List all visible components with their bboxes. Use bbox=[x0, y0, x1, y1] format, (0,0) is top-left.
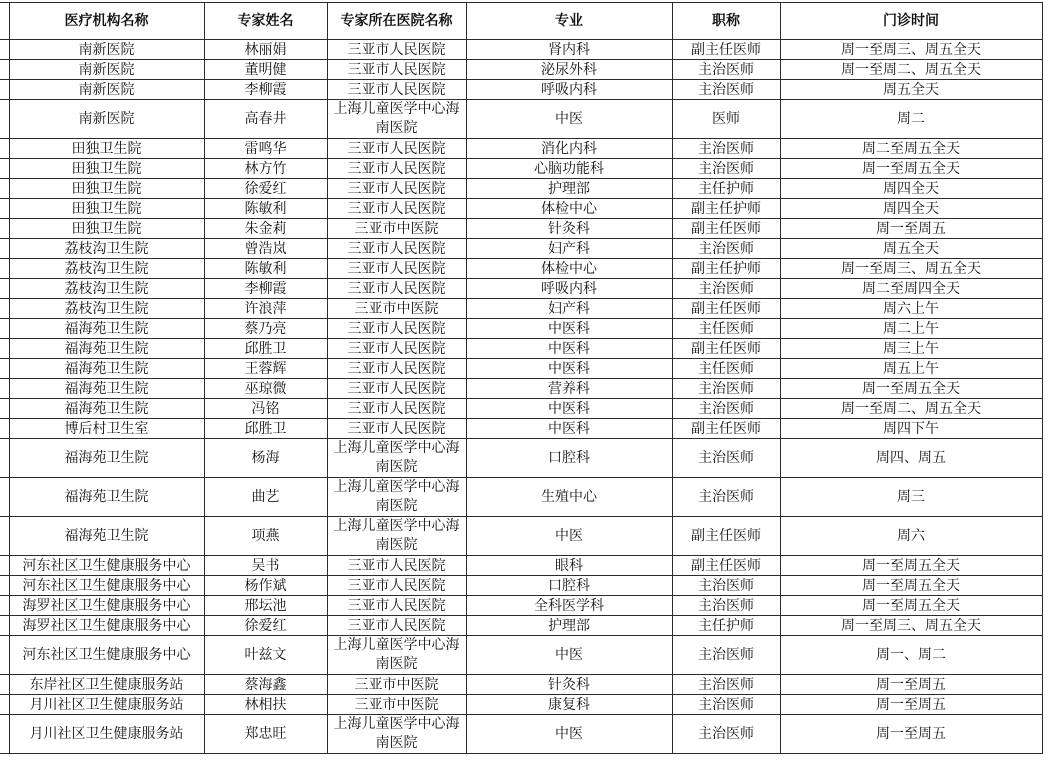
title-cell: 主治医师 bbox=[672, 715, 780, 754]
institution-cell: 田独卫生院 bbox=[9, 159, 204, 179]
header-expert-name: 专家姓名 bbox=[204, 3, 327, 40]
hospital-cell: 三亚市人民医院 bbox=[327, 179, 466, 199]
specialty-cell: 护理部 bbox=[466, 179, 672, 199]
hospital-cell: 三亚市人民医院 bbox=[327, 60, 466, 80]
table-row bbox=[0, 299, 1042, 319]
expert-name-cell: 蔡海鑫 bbox=[204, 675, 327, 695]
title-cell: 副主任医师 bbox=[672, 299, 780, 319]
institution-cell: 海罗社区卫生健康服务中心 bbox=[9, 616, 204, 636]
clinic-time-cell: 周二 bbox=[780, 100, 1042, 139]
title-cell: 副主任医师 bbox=[672, 339, 780, 359]
specialty-cell: 生殖中心 bbox=[466, 478, 672, 517]
title-cell: 主治医师 bbox=[672, 239, 780, 259]
clinic-time-cell: 周五上午 bbox=[780, 359, 1042, 379]
table-row bbox=[0, 439, 1042, 478]
clinic-time-cell: 周四、周五 bbox=[780, 439, 1042, 478]
title-cell: 主治医师 bbox=[672, 478, 780, 517]
row-marker bbox=[0, 675, 9, 695]
hospital-cell: 三亚市人民医院 bbox=[327, 616, 466, 636]
table-row bbox=[0, 517, 1042, 556]
hospital-cell: 三亚市中医院 bbox=[327, 675, 466, 695]
row-marker bbox=[0, 596, 9, 616]
expert-name-cell: 杨海 bbox=[204, 439, 327, 478]
expert-name-cell: 吴书 bbox=[204, 556, 327, 576]
institution-cell: 福海苑卫生院 bbox=[9, 339, 204, 359]
expert-name-cell: 林方竹 bbox=[204, 159, 327, 179]
title-cell: 主治医师 bbox=[672, 159, 780, 179]
clinic-time-cell: 周一至周三、周五全天 bbox=[780, 259, 1042, 279]
hospital-cell: 三亚市人民医院 bbox=[327, 339, 466, 359]
table-row bbox=[0, 675, 1042, 695]
specialty-cell: 中医科 bbox=[466, 339, 672, 359]
title-cell: 主任医师 bbox=[672, 359, 780, 379]
title-cell: 主治医师 bbox=[672, 636, 780, 675]
expert-name-cell: 徐爱红 bbox=[204, 179, 327, 199]
table-row bbox=[0, 159, 1042, 179]
row-marker bbox=[0, 439, 9, 478]
specialty-cell: 体检中心 bbox=[466, 259, 672, 279]
specialty-cell: 中医 bbox=[466, 100, 672, 139]
expert-name-cell: 杨作斌 bbox=[204, 576, 327, 596]
row-marker bbox=[0, 80, 9, 100]
clinic-time-cell: 周二至周五全天 bbox=[780, 139, 1042, 159]
institution-cell: 田独卫生院 bbox=[9, 199, 204, 219]
clinic-time-cell: 周四全天 bbox=[780, 199, 1042, 219]
title-cell: 副主任医师 bbox=[672, 40, 780, 60]
row-marker bbox=[0, 616, 9, 636]
row-marker bbox=[0, 715, 9, 754]
institution-cell: 田独卫生院 bbox=[9, 219, 204, 239]
row-marker bbox=[0, 695, 9, 715]
header-specialty: 专业 bbox=[466, 3, 672, 40]
specialty-cell: 针灸科 bbox=[466, 675, 672, 695]
title-cell: 主治医师 bbox=[672, 279, 780, 299]
institution-cell: 福海苑卫生院 bbox=[9, 439, 204, 478]
expert-name-cell: 林丽娟 bbox=[204, 40, 327, 60]
institution-cell: 荔枝沟卫生院 bbox=[9, 239, 204, 259]
row-marker bbox=[0, 419, 9, 439]
row-marker bbox=[0, 399, 9, 419]
table-row bbox=[0, 715, 1042, 754]
hospital-cell: 上海儿童医学中心海南医院 bbox=[327, 517, 466, 556]
hospital-cell: 三亚市人民医院 bbox=[327, 399, 466, 419]
clinic-time-cell: 周二上午 bbox=[780, 319, 1042, 339]
header-institution: 医疗机构名称 bbox=[9, 3, 204, 40]
expert-name-cell: 邢坛池 bbox=[204, 596, 327, 616]
title-cell: 主治医师 bbox=[672, 439, 780, 478]
expert-name-cell: 冯铭 bbox=[204, 399, 327, 419]
table-row bbox=[0, 259, 1042, 279]
title-cell: 副主任医师 bbox=[672, 419, 780, 439]
hospital-cell: 三亚市人民医院 bbox=[327, 319, 466, 339]
specialty-cell: 针灸科 bbox=[466, 219, 672, 239]
row-marker bbox=[0, 279, 9, 299]
table-row bbox=[0, 100, 1042, 139]
title-cell: 主治医师 bbox=[672, 695, 780, 715]
header-title: 职称 bbox=[672, 3, 780, 40]
clinic-time-cell: 周一、周二 bbox=[780, 636, 1042, 675]
specialty-cell: 口腔科 bbox=[466, 439, 672, 478]
header-hospital: 专家所在医院名称 bbox=[327, 3, 466, 40]
expert-name-cell: 曲艺 bbox=[204, 478, 327, 517]
specialty-cell: 心脑功能科 bbox=[466, 159, 672, 179]
expert-name-cell: 许浪萍 bbox=[204, 299, 327, 319]
title-cell: 主治医师 bbox=[672, 379, 780, 399]
institution-cell: 月川社区卫生健康服务站 bbox=[9, 695, 204, 715]
hospital-cell: 三亚市人民医院 bbox=[327, 359, 466, 379]
row-marker bbox=[0, 478, 9, 517]
title-cell: 主治医师 bbox=[672, 399, 780, 419]
institution-cell: 福海苑卫生院 bbox=[9, 478, 204, 517]
clinic-time-cell: 周四下午 bbox=[780, 419, 1042, 439]
institution-cell: 田独卫生院 bbox=[9, 139, 204, 159]
specialty-cell: 呼吸内科 bbox=[466, 80, 672, 100]
table-row bbox=[0, 199, 1042, 219]
row-marker bbox=[0, 517, 9, 556]
table-body bbox=[0, 40, 1042, 754]
row-marker bbox=[0, 159, 9, 179]
clinic-time-cell: 周一至周二、周五全天 bbox=[780, 399, 1042, 419]
institution-cell: 田独卫生院 bbox=[9, 179, 204, 199]
expert-name-cell: 曾浩岚 bbox=[204, 239, 327, 259]
hospital-cell: 三亚市中医院 bbox=[327, 219, 466, 239]
institution-cell: 荔枝沟卫生院 bbox=[9, 299, 204, 319]
table-row bbox=[0, 40, 1042, 60]
table-row bbox=[0, 179, 1042, 199]
hospital-cell: 三亚市人民医院 bbox=[327, 40, 466, 60]
hospital-cell: 上海儿童医学中心海南医院 bbox=[327, 478, 466, 517]
table-row bbox=[0, 379, 1042, 399]
specialty-cell: 中医科 bbox=[466, 399, 672, 419]
clinic-time-cell: 周一至周三、周五全天 bbox=[780, 40, 1042, 60]
clinic-time-cell: 周四全天 bbox=[780, 179, 1042, 199]
clinic-time-cell: 周一至周五 bbox=[780, 675, 1042, 695]
title-cell: 副主任护师 bbox=[672, 199, 780, 219]
hospital-cell: 三亚市人民医院 bbox=[327, 419, 466, 439]
row-marker bbox=[0, 139, 9, 159]
clinic-time-cell: 周一至周五全天 bbox=[780, 576, 1042, 596]
hospital-cell: 上海儿童医学中心海南医院 bbox=[327, 100, 466, 139]
institution-cell: 河东社区卫生健康服务中心 bbox=[9, 556, 204, 576]
row-marker bbox=[0, 379, 9, 399]
table-row bbox=[0, 279, 1042, 299]
institution-cell: 福海苑卫生院 bbox=[9, 379, 204, 399]
specialty-cell: 泌尿外科 bbox=[466, 60, 672, 80]
table-row bbox=[0, 80, 1042, 100]
row-marker bbox=[0, 199, 9, 219]
row-marker bbox=[0, 636, 9, 675]
specialty-cell: 中医 bbox=[466, 636, 672, 675]
expert-name-cell: 陈敏利 bbox=[204, 199, 327, 219]
table-row bbox=[0, 60, 1042, 80]
row-marker bbox=[0, 319, 9, 339]
row-marker bbox=[0, 359, 9, 379]
clinic-time-cell: 周三 bbox=[780, 478, 1042, 517]
table-row bbox=[0, 239, 1042, 259]
expert-name-cell: 李柳霞 bbox=[204, 80, 327, 100]
clinic-time-cell: 周一至周五全天 bbox=[780, 379, 1042, 399]
row-marker bbox=[0, 219, 9, 239]
expert-name-cell: 巫琼微 bbox=[204, 379, 327, 399]
clinic-time-cell: 周一至周五 bbox=[780, 715, 1042, 754]
institution-cell: 荔枝沟卫生院 bbox=[9, 259, 204, 279]
institution-cell: 福海苑卫生院 bbox=[9, 319, 204, 339]
table-row bbox=[0, 636, 1042, 675]
specialty-cell: 消化内科 bbox=[466, 139, 672, 159]
title-cell: 主治医师 bbox=[672, 139, 780, 159]
table-row bbox=[0, 616, 1042, 636]
specialty-cell: 中医科 bbox=[466, 319, 672, 339]
title-cell: 主任护师 bbox=[672, 616, 780, 636]
institution-cell: 荔枝沟卫生院 bbox=[9, 279, 204, 299]
clinic-time-cell: 周一至周五全天 bbox=[780, 596, 1042, 616]
institution-cell: 福海苑卫生院 bbox=[9, 359, 204, 379]
hospital-cell: 三亚市中医院 bbox=[327, 299, 466, 319]
clinic-time-cell: 周五全天 bbox=[780, 80, 1042, 100]
row-marker bbox=[0, 3, 9, 40]
specialty-cell: 全科医学科 bbox=[466, 596, 672, 616]
hospital-cell: 三亚市人民医院 bbox=[327, 139, 466, 159]
specialty-cell: 呼吸内科 bbox=[466, 279, 672, 299]
specialty-cell: 妇产科 bbox=[466, 299, 672, 319]
institution-cell: 海罗社区卫生健康服务中心 bbox=[9, 596, 204, 616]
row-marker bbox=[0, 60, 9, 80]
row-marker bbox=[0, 576, 9, 596]
expert-name-cell: 邱胜卫 bbox=[204, 339, 327, 359]
table-row bbox=[0, 319, 1042, 339]
specialty-cell: 中医 bbox=[466, 715, 672, 754]
institution-cell: 月川社区卫生健康服务站 bbox=[9, 715, 204, 754]
expert-name-cell: 项燕 bbox=[204, 517, 327, 556]
title-cell: 主治医师 bbox=[672, 60, 780, 80]
table-row bbox=[0, 139, 1042, 159]
clinic-time-cell: 周一至周五 bbox=[780, 219, 1042, 239]
hospital-cell: 三亚市人民医院 bbox=[327, 596, 466, 616]
table-row bbox=[0, 219, 1042, 239]
specialty-cell: 眼科 bbox=[466, 556, 672, 576]
institution-cell: 南新医院 bbox=[9, 60, 204, 80]
row-marker bbox=[0, 100, 9, 139]
specialty-cell: 中医 bbox=[466, 517, 672, 556]
table-row bbox=[0, 419, 1042, 439]
title-cell: 主治医师 bbox=[672, 576, 780, 596]
hospital-cell: 三亚市人民医院 bbox=[327, 199, 466, 219]
table-row bbox=[0, 695, 1042, 715]
specialty-cell: 肾内科 bbox=[466, 40, 672, 60]
table-row bbox=[0, 359, 1042, 379]
institution-cell: 福海苑卫生院 bbox=[9, 399, 204, 419]
expert-schedule-table bbox=[0, 2, 1043, 754]
row-marker bbox=[0, 179, 9, 199]
institution-cell: 东岸社区卫生健康服务站 bbox=[9, 675, 204, 695]
expert-name-cell: 徐爱红 bbox=[204, 616, 327, 636]
specialty-cell: 体检中心 bbox=[466, 199, 672, 219]
clinic-time-cell: 周五全天 bbox=[780, 239, 1042, 259]
title-cell: 副主任医师 bbox=[672, 556, 780, 576]
clinic-time-cell: 周一至周五全天 bbox=[780, 159, 1042, 179]
specialty-cell: 康复科 bbox=[466, 695, 672, 715]
hospital-cell: 上海儿童医学中心海南医院 bbox=[327, 439, 466, 478]
specialty-cell: 妇产科 bbox=[466, 239, 672, 259]
table-row bbox=[0, 576, 1042, 596]
institution-cell: 博后村卫生室 bbox=[9, 419, 204, 439]
expert-name-cell: 李柳霞 bbox=[204, 279, 327, 299]
row-marker bbox=[0, 556, 9, 576]
expert-name-cell: 蔡乃亮 bbox=[204, 319, 327, 339]
expert-name-cell: 王蓉辉 bbox=[204, 359, 327, 379]
clinic-time-cell: 周六上午 bbox=[780, 299, 1042, 319]
institution-cell: 南新医院 bbox=[9, 40, 204, 60]
expert-name-cell: 董明健 bbox=[204, 60, 327, 80]
clinic-time-cell: 周一至周三、周五全天 bbox=[780, 616, 1042, 636]
specialty-cell: 营养科 bbox=[466, 379, 672, 399]
institution-cell: 福海苑卫生院 bbox=[9, 517, 204, 556]
hospital-cell: 三亚市人民医院 bbox=[327, 576, 466, 596]
table-row bbox=[0, 556, 1042, 576]
institution-cell: 河东社区卫生健康服务中心 bbox=[9, 576, 204, 596]
expert-name-cell: 邱胜卫 bbox=[204, 419, 327, 439]
clinic-time-cell: 周三上午 bbox=[780, 339, 1042, 359]
row-marker bbox=[0, 299, 9, 319]
header-row bbox=[0, 3, 1042, 40]
title-cell: 主治医师 bbox=[672, 596, 780, 616]
table-row bbox=[0, 339, 1042, 359]
institution-cell: 南新医院 bbox=[9, 100, 204, 139]
hospital-cell: 三亚市人民医院 bbox=[327, 239, 466, 259]
institution-cell: 南新医院 bbox=[9, 80, 204, 100]
hospital-cell: 三亚市人民医院 bbox=[327, 279, 466, 299]
title-cell: 主治医师 bbox=[672, 80, 780, 100]
title-cell: 副主任医师 bbox=[672, 219, 780, 239]
row-marker bbox=[0, 339, 9, 359]
expert-name-cell: 雷鸣华 bbox=[204, 139, 327, 159]
expert-name-cell: 林相扶 bbox=[204, 695, 327, 715]
row-marker bbox=[0, 259, 9, 279]
specialty-cell: 口腔科 bbox=[466, 576, 672, 596]
hospital-cell: 三亚市中医院 bbox=[327, 695, 466, 715]
hospital-cell: 三亚市人民医院 bbox=[327, 379, 466, 399]
specialty-cell: 中医科 bbox=[466, 419, 672, 439]
table-row bbox=[0, 478, 1042, 517]
expert-name-cell: 朱金莉 bbox=[204, 219, 327, 239]
title-cell: 主任护师 bbox=[672, 179, 780, 199]
row-marker bbox=[0, 239, 9, 259]
expert-name-cell: 叶兹文 bbox=[204, 636, 327, 675]
title-cell: 副主任医师 bbox=[672, 517, 780, 556]
hospital-cell: 上海儿童医学中心海南医院 bbox=[327, 715, 466, 754]
header-clinic-time: 门诊时间 bbox=[780, 3, 1042, 40]
hospital-cell: 三亚市人民医院 bbox=[327, 80, 466, 100]
title-cell: 医师 bbox=[672, 100, 780, 139]
clinic-time-cell: 周一至周五全天 bbox=[780, 556, 1042, 576]
hospital-cell: 三亚市人民医院 bbox=[327, 159, 466, 179]
title-cell: 主任医师 bbox=[672, 319, 780, 339]
row-marker bbox=[0, 40, 9, 60]
expert-name-cell: 郑忠旺 bbox=[204, 715, 327, 754]
clinic-time-cell: 周一至周五 bbox=[780, 695, 1042, 715]
table-row bbox=[0, 399, 1042, 419]
hospital-cell: 三亚市人民医院 bbox=[327, 259, 466, 279]
hospital-cell: 上海儿童医学中心海南医院 bbox=[327, 636, 466, 675]
clinic-time-cell: 周一至周二、周五全天 bbox=[780, 60, 1042, 80]
specialty-cell: 中医科 bbox=[466, 359, 672, 379]
title-cell: 主治医师 bbox=[672, 675, 780, 695]
clinic-time-cell: 周二至周四全天 bbox=[780, 279, 1042, 299]
expert-name-cell: 高春井 bbox=[204, 100, 327, 139]
clinic-time-cell: 周六 bbox=[780, 517, 1042, 556]
title-cell: 副主任护师 bbox=[672, 259, 780, 279]
institution-cell: 河东社区卫生健康服务中心 bbox=[9, 636, 204, 675]
hospital-cell: 三亚市人民医院 bbox=[327, 556, 466, 576]
specialty-cell: 护理部 bbox=[466, 616, 672, 636]
expert-name-cell: 陈敏利 bbox=[204, 259, 327, 279]
table-row bbox=[0, 596, 1042, 616]
